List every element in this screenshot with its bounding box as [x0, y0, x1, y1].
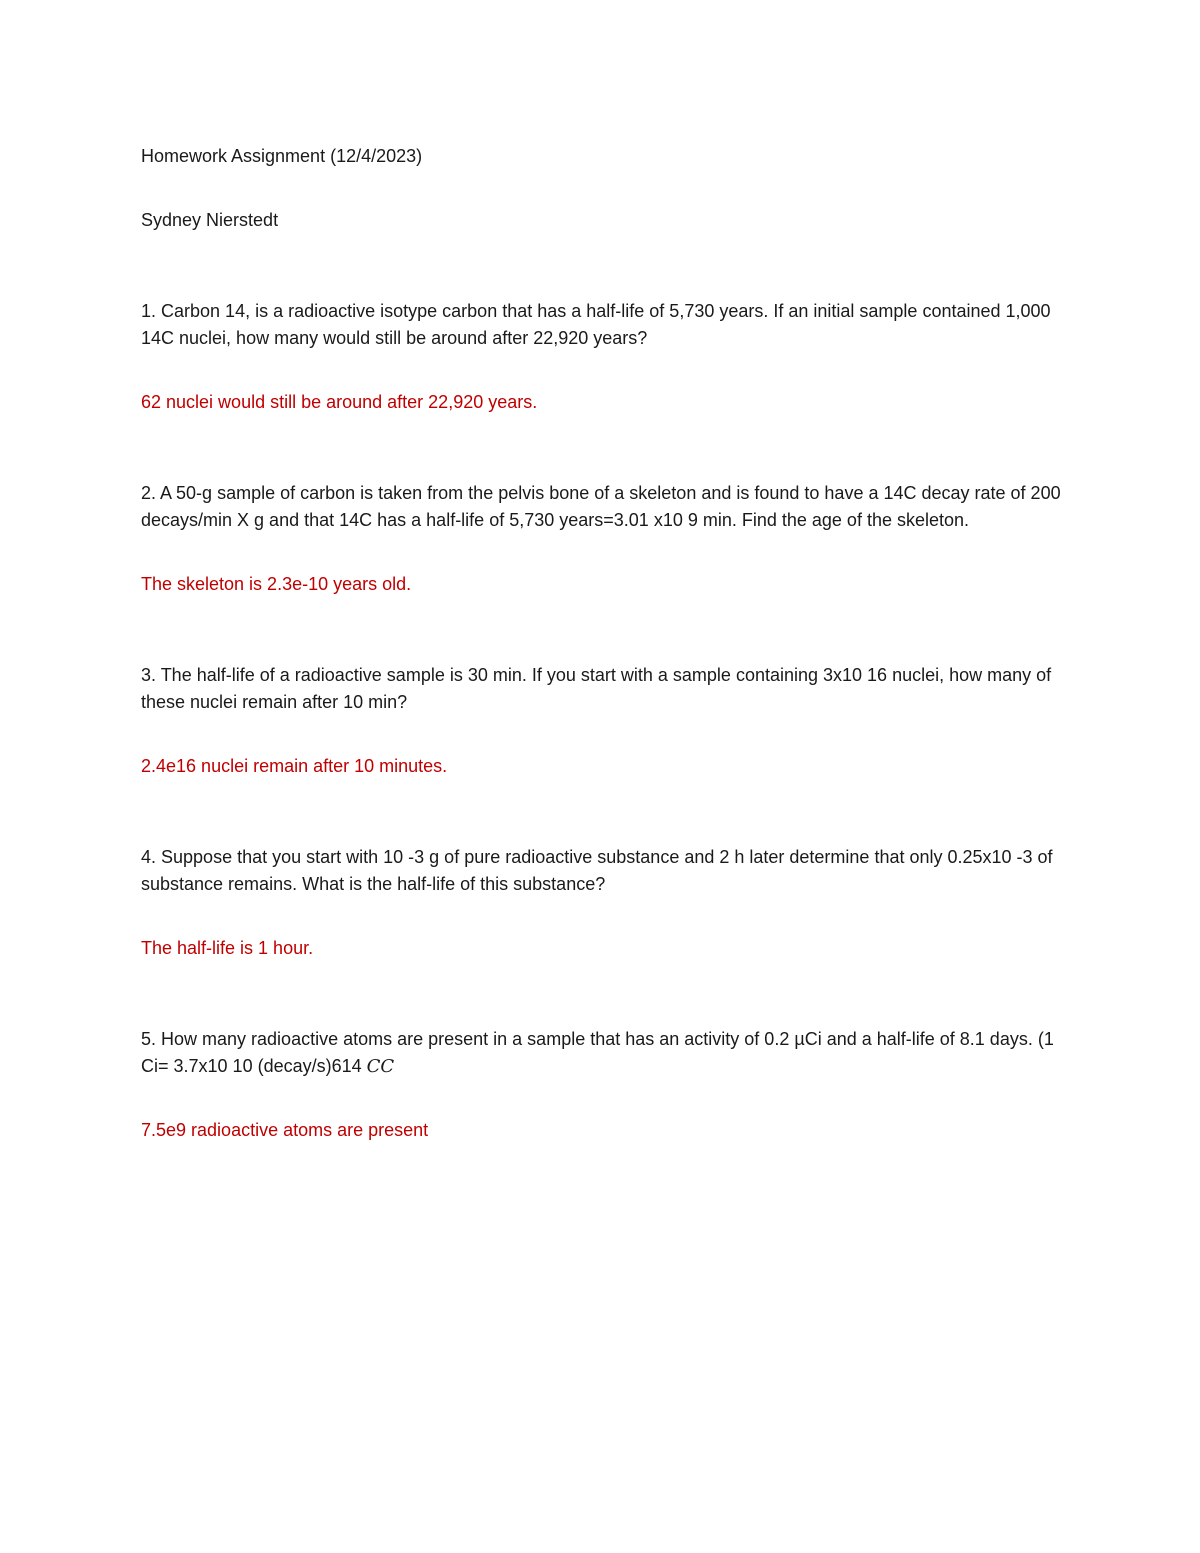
answer-4: The half-life is 1 hour. — [141, 938, 314, 958]
question-number: 1. — [141, 301, 157, 321]
answer-1: 62 nuclei would still be around after 22,920 years. — [141, 392, 538, 412]
assignment-title: Homework Assignment (12/4/2023) — [141, 146, 423, 166]
document-body — [141, 143, 1071, 1208]
question-formula-suffix: CC — [366, 1056, 395, 1077]
answer-5: 7.5e9 radioactive atoms are present — [141, 1120, 429, 1140]
question-number: 4. — [141, 847, 157, 867]
question-text: Carbon 14, is a radioactive isotype carbon that has a half-life of 5,730 years. If an initial sample contained 1,000 14C nuclei, how many would still be around after 22,920 years? — [141, 301, 1051, 348]
question-text: The half-life of a radioactive sample is 30 min. If you start with a sample containing 3x10 16 nuclei, how many of these nuclei remain after 10 min? — [141, 665, 1052, 712]
question-text: A 50-g sample of carbon is taken from the pelvis bone of a skeleton and is found to have a 14C decay rate of 200 decays/min X g and that 14C has a half-life of 5,730 years=3.01 x10 9 min. Find the age of the skeleton. — [141, 483, 1061, 530]
answer-3: 2.4e16 nuclei remain after 10 minutes. — [141, 756, 448, 776]
question-4 — [141, 844, 1071, 898]
question-text: Suppose that you start with 10 -3 g of pure radioactive substance and 2 h later determine that only 0.25x10 -3 of substance remains. What is the half-life of this substance? — [141, 847, 1053, 894]
answer-2: The skeleton is 2.3e-10 years old. — [141, 574, 412, 594]
question-number: 2. — [141, 483, 157, 503]
question-1 — [141, 298, 1071, 352]
question-text: How many radioactive atoms are present in a sample that has an activity of 0.2 µCi and a half-life of 8.1 days. (1 Ci= 3.7x10 10 (decay/s)614 — [141, 1029, 1054, 1076]
student-name: Sydney Nierstedt — [141, 210, 279, 230]
question-2 — [141, 480, 1071, 534]
question-number: 3. — [141, 665, 157, 685]
question-number: 5. — [141, 1029, 157, 1049]
question-5 — [141, 1026, 1071, 1080]
question-3 — [141, 662, 1071, 716]
